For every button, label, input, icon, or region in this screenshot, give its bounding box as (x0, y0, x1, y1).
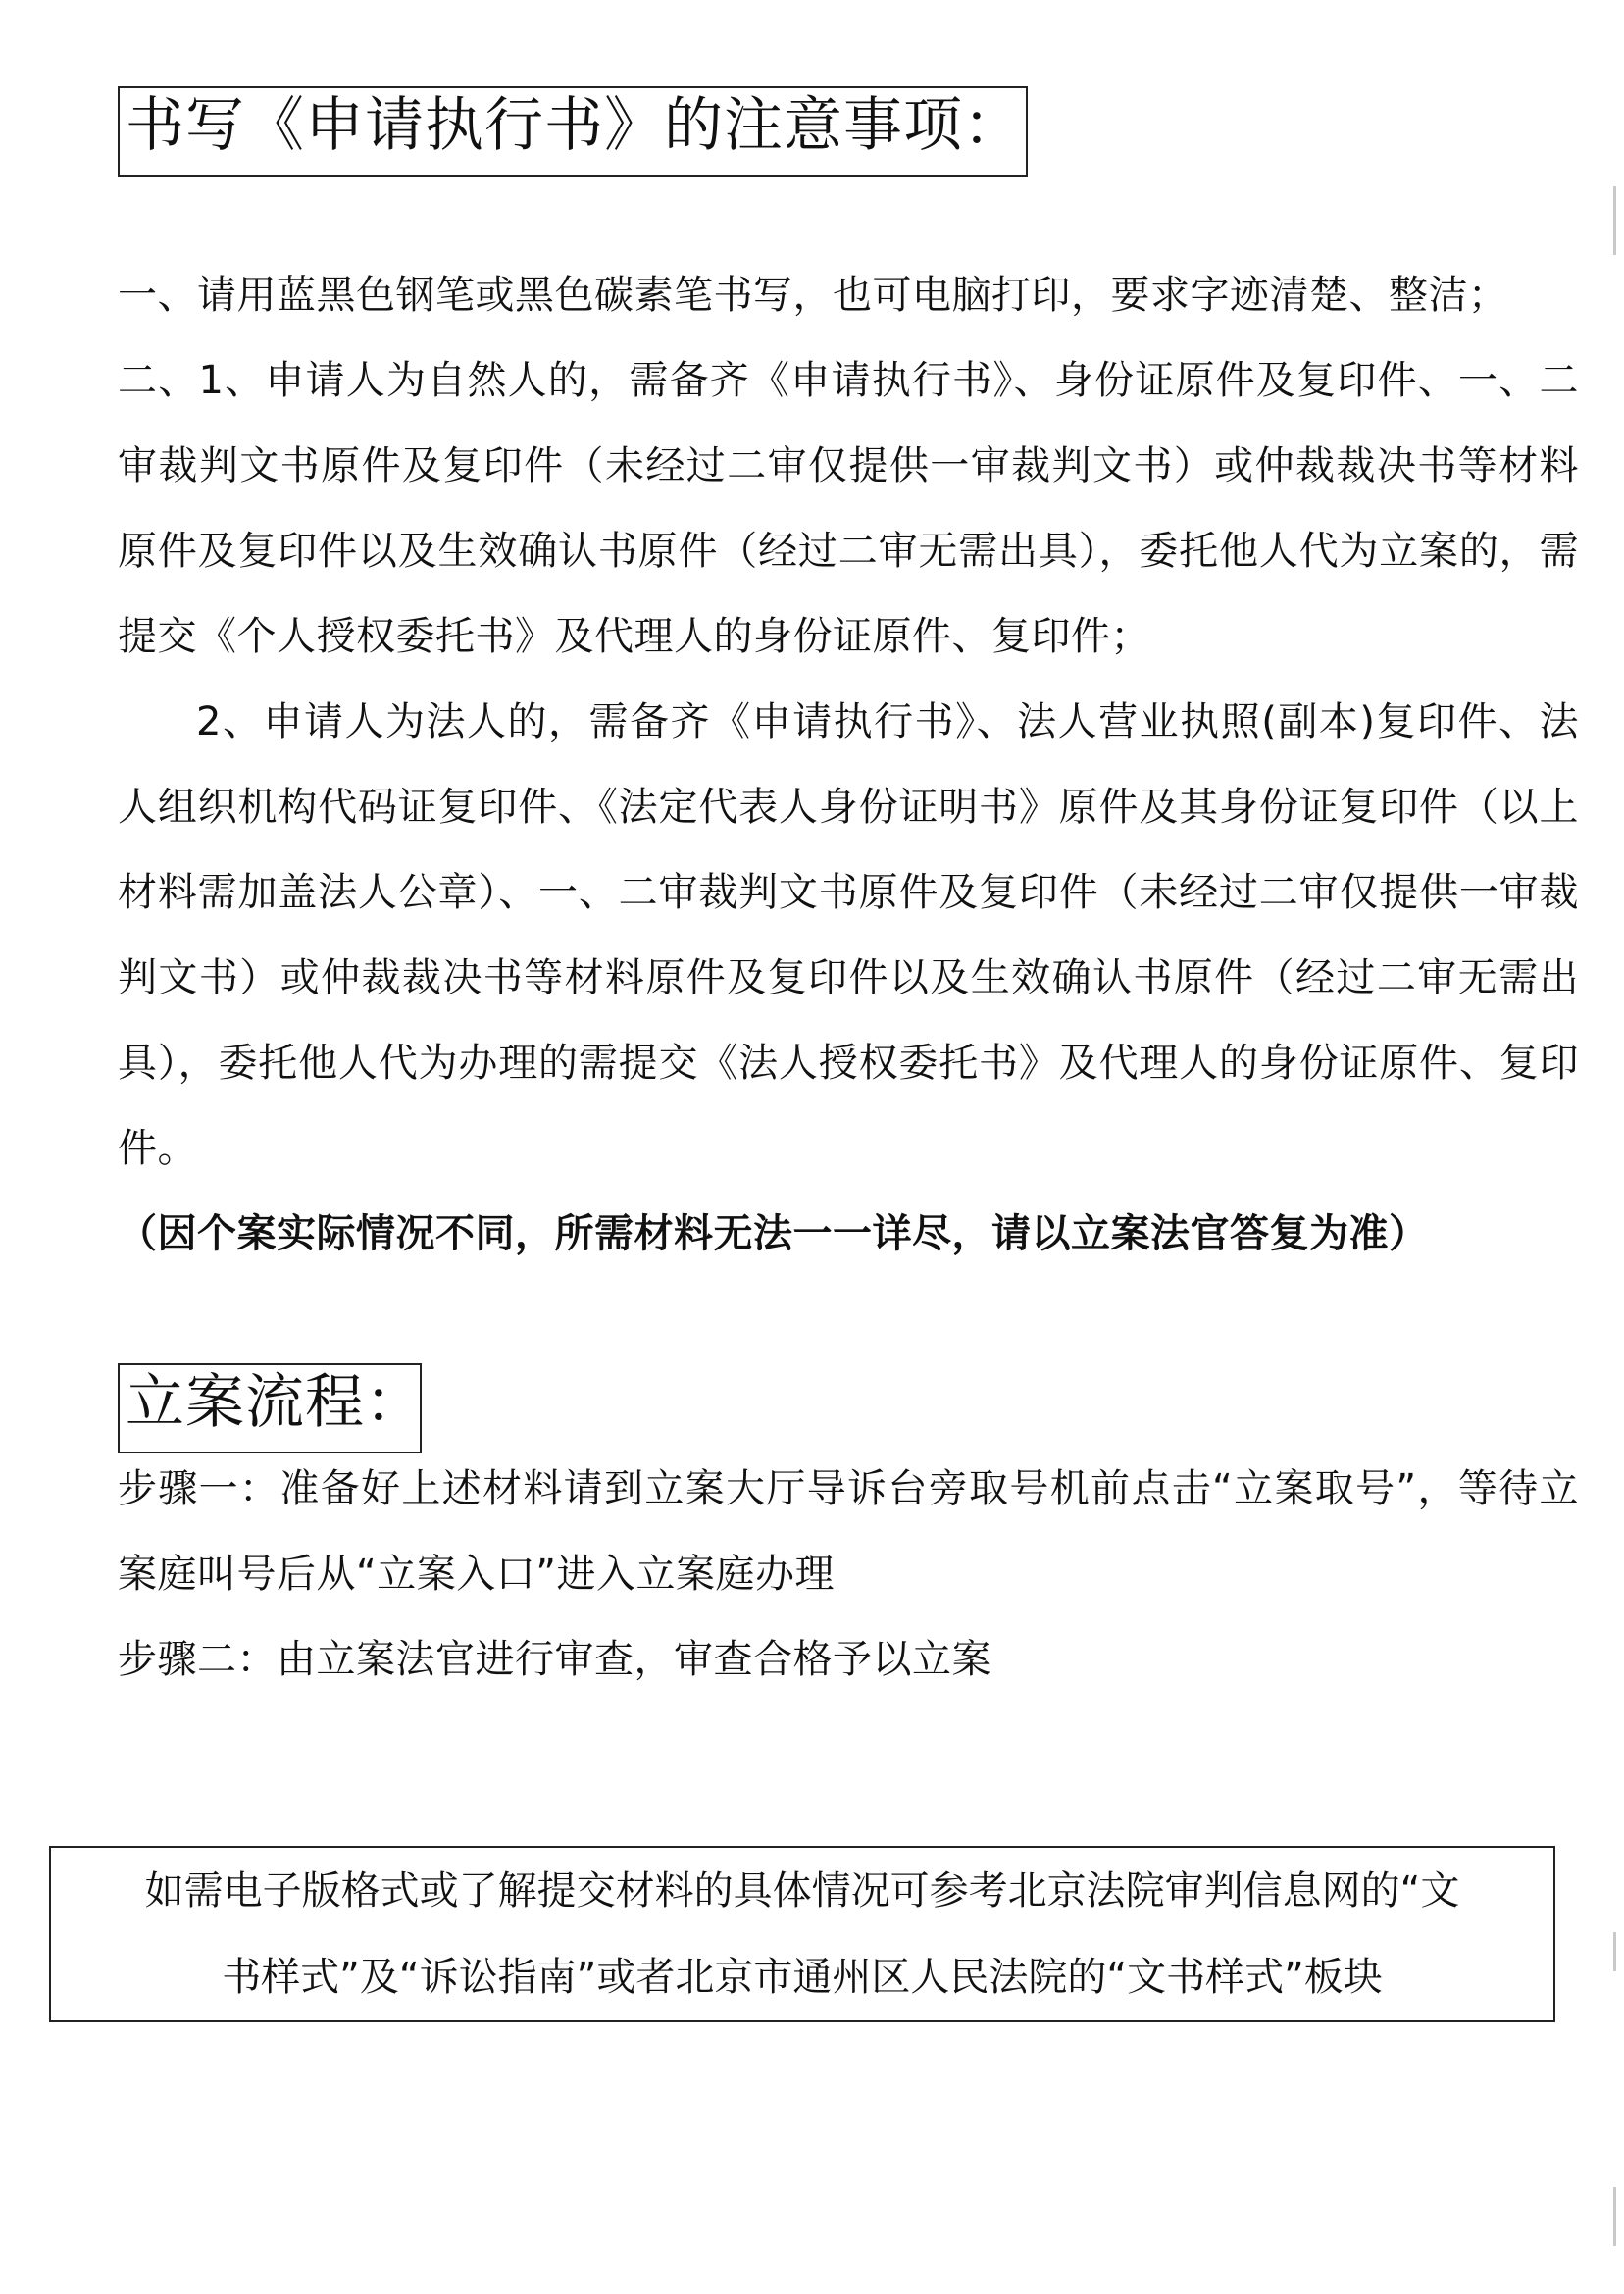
notice-disclaimer: （因个案实际情况不同，所需材料无法一一详尽，请以立案法官答复为准） (118, 1211, 1429, 1256)
notice-heading: 书写《申请执行书》的注意事项： (118, 86, 1028, 177)
reference-box (49, 1846, 1555, 2022)
process-heading: 立案流程： (118, 1363, 422, 1453)
reference-line-2: 书样式”及“诉讼指南”或者北京市通州区人民法院的“文书样式”板块 (222, 1955, 1383, 2000)
notice-body (118, 253, 1579, 1277)
notice-paragraph-3: 2、申请人为法人的，需备齐《申请执行书》、法人营业执照(副本)复印件、法人组织机构代码证复印件、《法定代表人身份证明书》原件及其身份证复印件（以上材料需加盖法人公章）、一、二审裁判文书原件及复印件（未经过二审仅提供一审裁判文书）或仲裁裁决书等材料原件及复印件以及生效确认书原件（经过二审无需出具），委托他人代为办理的需提交《法人授权委托书》及代理人的身份证原件、复印件。 (118, 699, 1579, 1171)
process-step-2: 步骤二：由立案法官进行审查，审查合格予以立案 (118, 1637, 991, 1682)
notice-paragraph-1: 一、请用蓝黑色钢笔或黑色碳素笔书写，也可电脑打印，要求字迹清楚、整洁； (118, 273, 1508, 318)
scan-artifact (1613, 186, 1616, 255)
process-steps (118, 1447, 1579, 1703)
scan-artifact (1613, 1932, 1616, 1971)
notice-paragraph-2: 二、1、申请人为自然人的，需备齐《申请执行书》、身份证原件及复印件、一、二审裁判文书原件及复印件（未经过二审仅提供一审裁判文书）或仲裁裁决书等材料原件及复印件以及生效确认书原件（经过二审无需出具），委托他人代为立案的，需提交《个人授权委托书》及代理人的身份证原件、复印件； (118, 358, 1579, 659)
scan-artifact (1613, 2187, 1616, 2246)
process-step-1: 步骤一：准备好上述材料请到立案大厅导诉台旁取号机前点击“立案取号”，等待立案庭叫号后从“立案入口”进入立案庭办理 (118, 1466, 1579, 1597)
reference-line-1: 如需电子版格式或了解提交材料的具体情况可参考北京法院审判信息网的“文 (144, 1868, 1460, 1913)
